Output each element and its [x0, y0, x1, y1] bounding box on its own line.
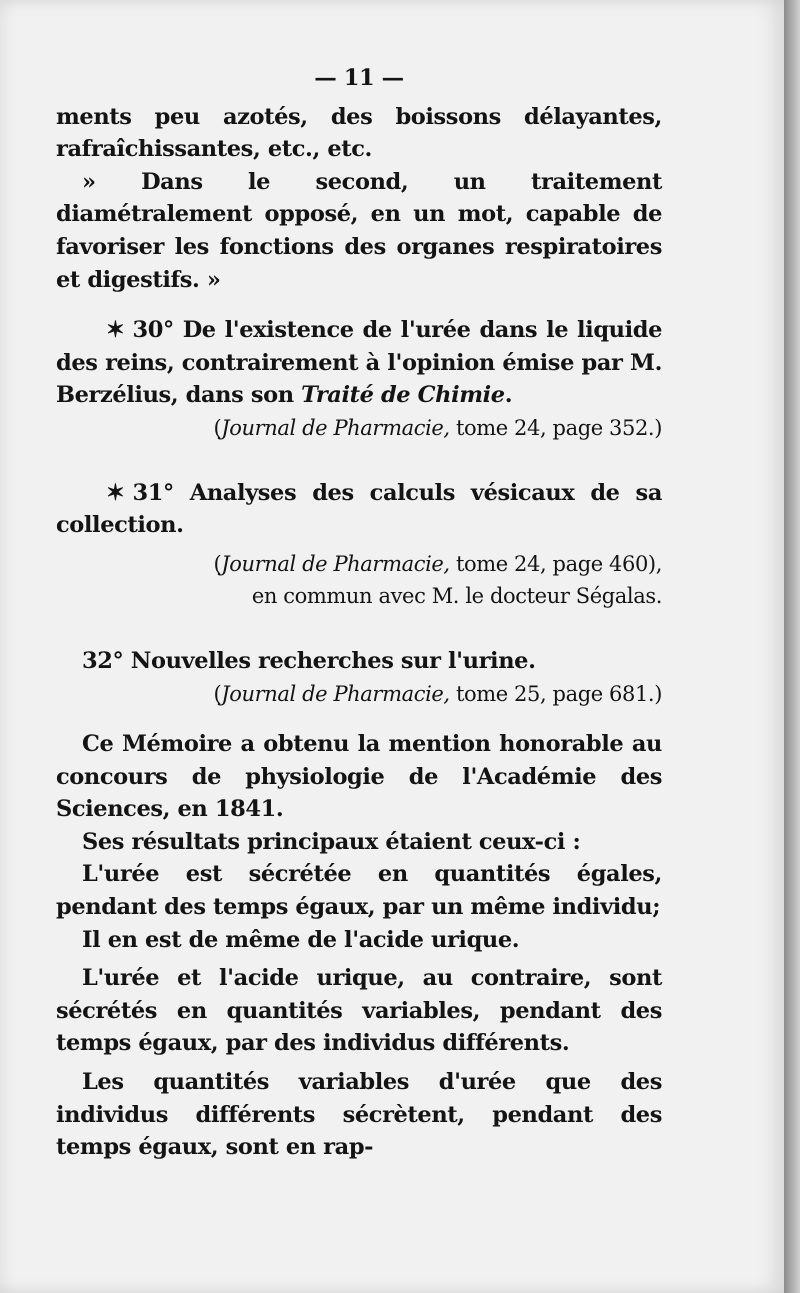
page-number: — 11 — — [314, 65, 404, 91]
item-30-end: . — [504, 382, 513, 409]
paragraph-second-treatment: » Dans le second, un traitement diamétralement opposé, en un mot, capable de favoriser les fonctions des organes respiratoires et digestifs. » — [56, 168, 662, 293]
text-column — [56, 62, 662, 1164]
item-32: 32° Nouvelles recherches sur l'urine. — [82, 647, 536, 674]
asterisk-icon: ✶ — [106, 479, 125, 506]
item-30 — [56, 314, 662, 412]
item-32-journal: Journal de Pharmacie, — [221, 681, 450, 706]
page-edge — [784, 0, 800, 1293]
item-30-title: Traité de Chimie — [301, 382, 505, 409]
paragraph-resultats: Ses résultats principaux étaient ceux-ci : — [82, 828, 581, 855]
paragraph-uree-1: L'urée est sécrétée en quantités égales, pendant des temps égaux, par un même individu; — [56, 861, 662, 921]
asterisk-icon: ✶ — [106, 317, 125, 344]
paragraph-continuation: ments peu azotés, des boissons délayantes, rafraîchissantes, etc., etc. — [56, 103, 662, 163]
item-31 — [56, 477, 662, 542]
item-31-reference: (Journal de Pharmacie, tome 24, page 460), — [213, 551, 662, 576]
item-30-journal: Journal de Pharmacie, — [221, 415, 450, 440]
item-30-text: 30° De l'existence de l'urée dans le liquide des reins, contrairement à l'opinion émise par M. Berzélius, dans son — [56, 317, 662, 409]
item-30-reference: (Journal de Pharmacie, tome 24, page 352.) — [213, 415, 662, 440]
paragraph-uree-2: Il en est de même de l'acide urique. — [82, 926, 520, 953]
item-32-reference: (Journal de Pharmacie, tome 25, page 681.) — [213, 681, 662, 706]
paragraph-uree-4: Les quantités variables d'urée que des individus différents sécrètent, pendant des temps égaux, sont en rap- — [56, 1069, 662, 1161]
paragraph-uree-3: L'urée et l'acide urique, au contraire, sont sécrétés en quantités variables, pendant des temps égaux, par des individus différents. — [56, 965, 662, 1057]
paragraph-memoire: Ce Mémoire a obtenu la mention honorable au concours de physiologie de l'Académie des Sciences, en 1841. — [56, 731, 662, 823]
item-31-text: 31° Analyses des calculs vésicaux de sa collection. — [56, 479, 662, 539]
item-31-journal: Journal de Pharmacie, — [221, 551, 450, 576]
item-31-reference-coauthor: en commun avec M. le docteur Ségalas. — [251, 584, 662, 609]
